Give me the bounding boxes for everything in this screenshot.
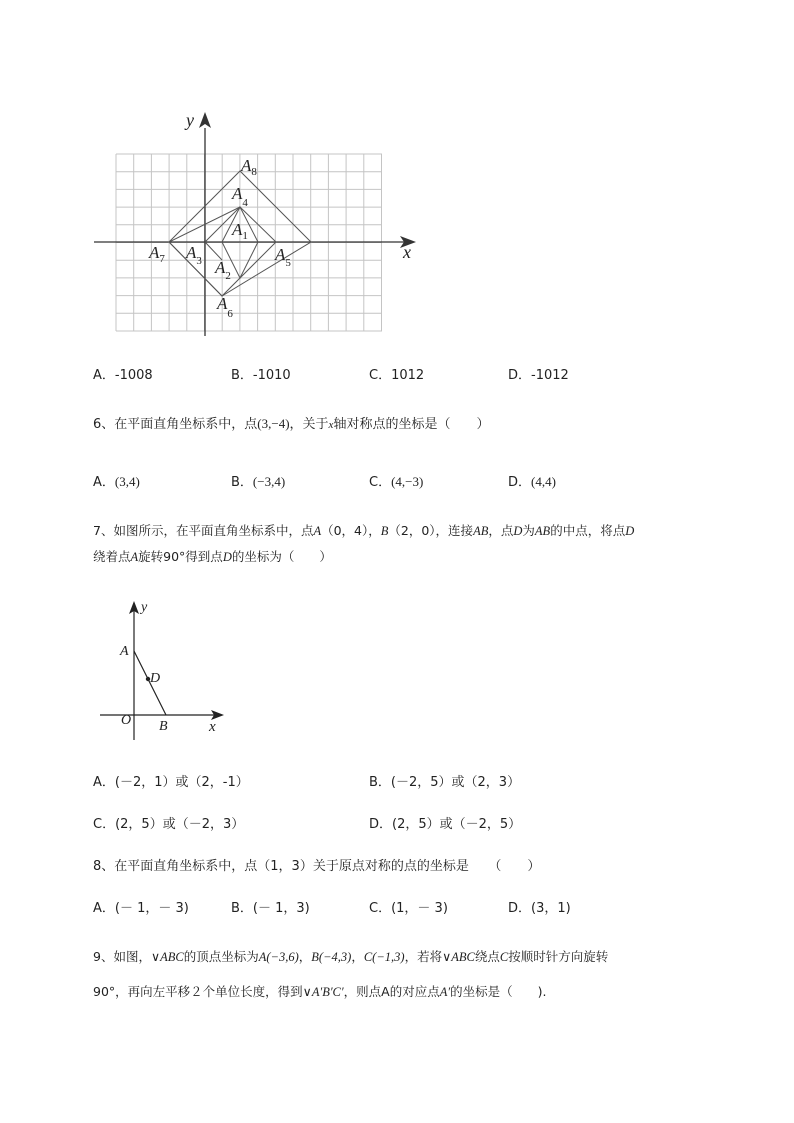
q7-label-d: D bbox=[150, 671, 161, 686]
q7-option-c: C．(2，5）或（－2，3） bbox=[93, 817, 245, 832]
q5-option-d: D．-1012 bbox=[508, 368, 569, 383]
q8-option-b: B．(－ 1，3) bbox=[231, 901, 310, 916]
q6-option-b: B．(−3,4) bbox=[231, 474, 286, 490]
q7-label-a: A bbox=[120, 644, 129, 659]
q8-option-a: A．(－ 1，－ 3) bbox=[93, 901, 189, 916]
axis-label-y: y bbox=[186, 110, 194, 130]
q7-option-b: B．(－2，5）或（2，3） bbox=[369, 775, 521, 790]
axis-label-x: x bbox=[403, 242, 411, 262]
question-8: 8、在平面直角坐标系中，点（1，3）关于原点对称的点的坐标是 （ ） bbox=[93, 859, 541, 874]
q5-option-b: B．-1010 bbox=[231, 368, 291, 383]
q6-option-a: A．(3,4) bbox=[93, 474, 140, 490]
label-a3: $A_3$ bbox=[186, 243, 202, 267]
q7-label-x: x bbox=[209, 719, 216, 735]
label-a4: $A_4$ bbox=[232, 184, 248, 209]
question-7-line-2: 绕着点A旋转90°得到点D的坐标为（ ） bbox=[93, 549, 332, 564]
label-a5: $A_5$ bbox=[275, 245, 291, 269]
label-a6: $A_6$ bbox=[217, 294, 233, 320]
q7-option-a: A．(－2，1）或（2，-1） bbox=[93, 775, 249, 790]
question-9-line-1: 9、如图，∨ABC的顶点坐标为A(−3,6)，B(−4,3)，C(−1,3)，若将∨ABC绕点C按顺时针方向旋转 bbox=[93, 949, 609, 964]
q7-label-b: B bbox=[159, 719, 168, 734]
q7-option-d: D．(2，5）或（－2，5） bbox=[369, 817, 522, 832]
question-7-line-1: 7、如图所示，在平面直角坐标系中，点A（0，4），B（2，0），连接AB，点D为AB的中点，将点D bbox=[93, 523, 635, 538]
q5-option-a: A．-1008 bbox=[93, 368, 153, 383]
question-6: 6、在平面直角坐标系中，点(3,−4)，关于x轴对称点的坐标是（ ） bbox=[93, 416, 490, 432]
label-a2: $A_2$ bbox=[215, 258, 231, 282]
label-a8: $A_8$ bbox=[241, 156, 257, 178]
q6-option-c: C．(4,−3) bbox=[369, 474, 424, 490]
q8-option-c: C．(1，－ 3) bbox=[369, 901, 448, 916]
q7-label-o: O bbox=[121, 713, 132, 728]
q7-label-y: y bbox=[141, 600, 148, 615]
label-a1: $A_1$ bbox=[232, 220, 248, 242]
q6-point: (3,−4) bbox=[257, 416, 290, 431]
q6-option-d: D．(4,4) bbox=[508, 474, 556, 490]
q8-option-d: D．(3，1) bbox=[508, 901, 571, 916]
q5-option-c: C．1012 bbox=[369, 368, 425, 383]
question-9-line-2: 90°，再向左平移２个单位长度，得到∨A′B′C′，则点A的对应点A′的坐标是（ ). bbox=[93, 984, 547, 999]
label-a7: $A_7$ bbox=[149, 243, 165, 265]
